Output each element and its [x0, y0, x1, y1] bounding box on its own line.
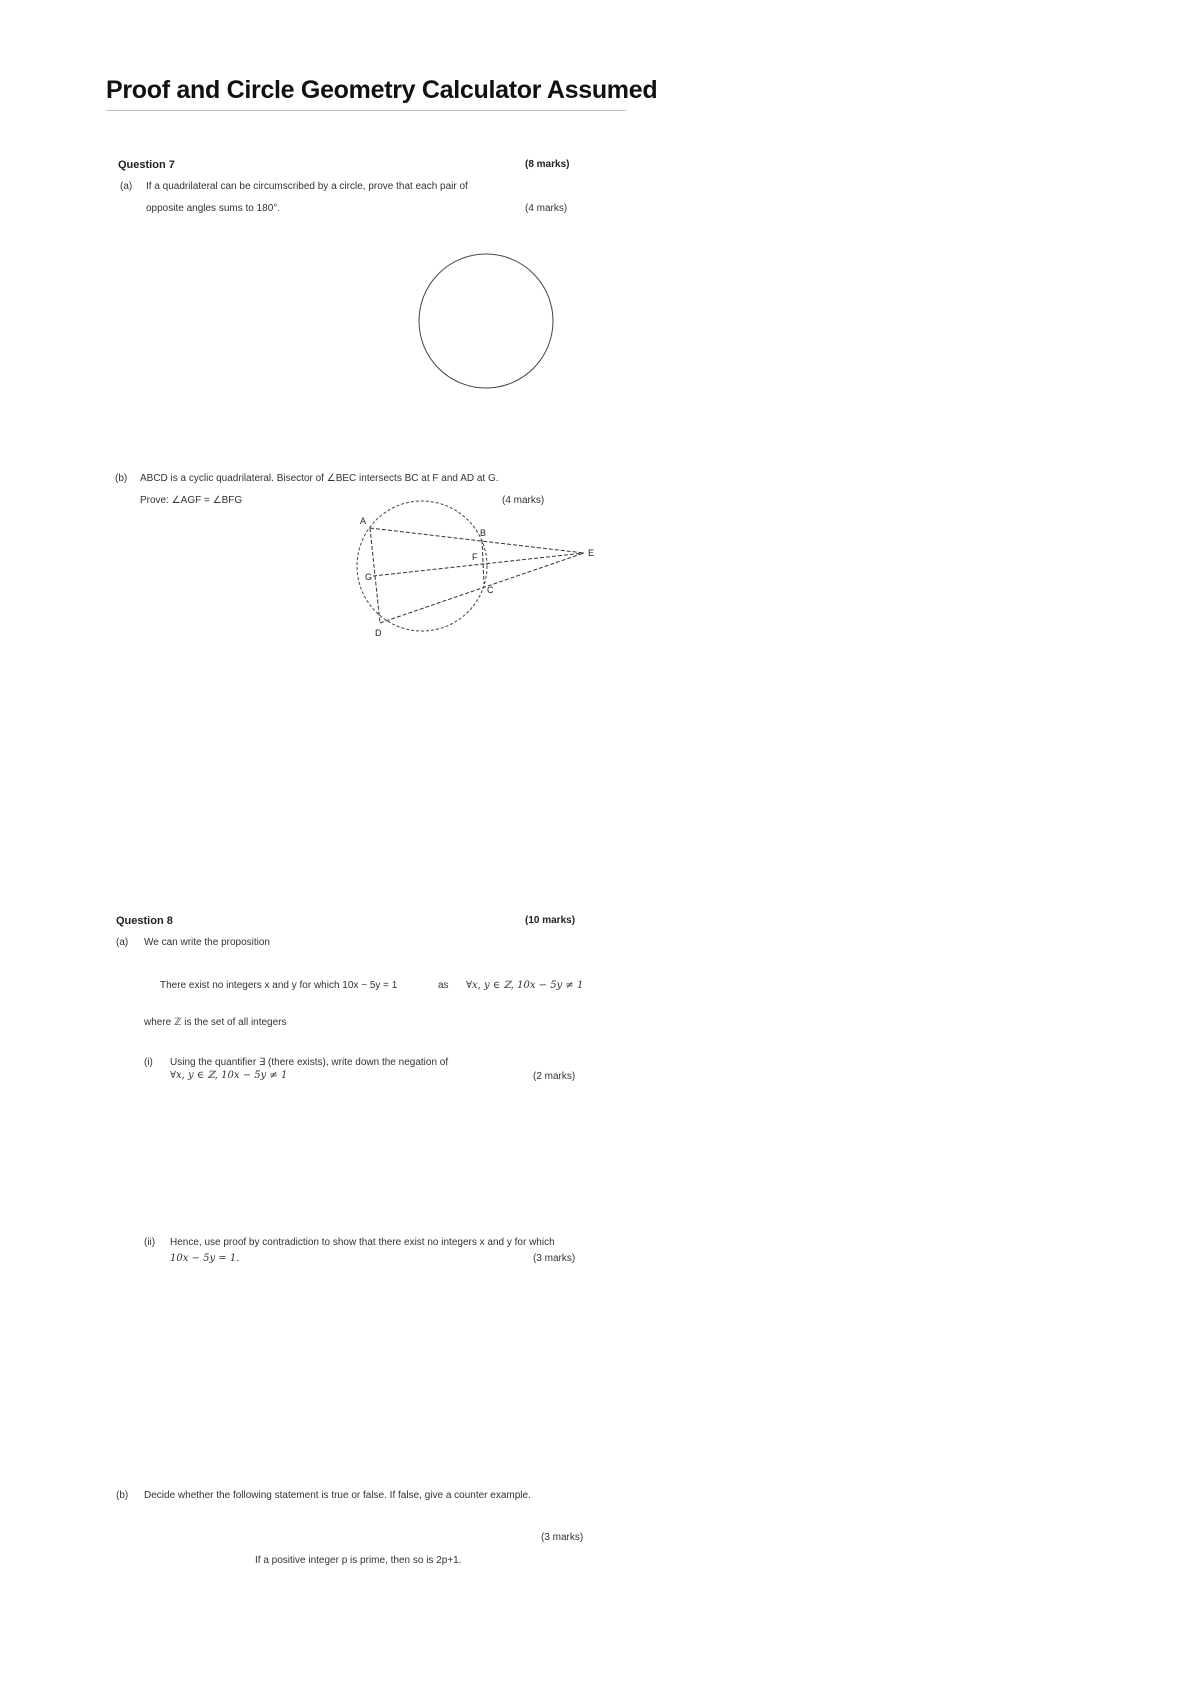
page-title: Proof and Circle Geometry Calculator Assumed: [106, 76, 658, 104]
q7a-label: (a): [120, 181, 133, 192]
line-GE: [373, 553, 584, 576]
q7b-marks: (4 marks): [502, 495, 545, 506]
label-E: E: [588, 548, 595, 558]
q7b-cyclic-quadrilateral-diagram: [350, 498, 600, 638]
q8aii-text-line2: 10x − 5y = 1.: [170, 1253, 240, 1264]
label-G: G: [365, 572, 373, 582]
q8ai-text-line1: Using the quantifier ∃ (there exists), write down the negation of: [170, 1057, 449, 1068]
label-F: F: [472, 552, 478, 562]
q7a-circle-diagram: [412, 248, 562, 394]
q8a-as: as: [438, 980, 449, 991]
q7a-text-line1: If a quadrilateral can be circumscribed by a circle, prove that each pair of: [146, 181, 468, 192]
q8a-formal-statement: ∀x, y ∈ ℤ, 10x − 5y ≠ 1: [466, 980, 584, 991]
line-DE: [380, 553, 584, 623]
q8b-text: Decide whether the following statement is true or false. If false, give a counter example.: [144, 1490, 531, 1501]
q8a-proposition: There exist no integers x and y for which 10x − 5y = 1: [160, 980, 398, 991]
q8ai-text-line2: ∀x, y ∈ ℤ, 10x − 5y ≠ 1: [170, 1070, 288, 1081]
q8-marks: (10 marks): [525, 915, 576, 926]
q8b-statement: If a positive integer p is prime, then so is 2p+1.: [255, 1555, 462, 1566]
q7b-label: (b): [115, 473, 128, 484]
q8b-label: (b): [116, 1490, 129, 1501]
q7b-text-line2: Prove: ∠AGF = ∠BFG: [140, 495, 243, 506]
circle: [357, 501, 487, 631]
q8a-where-text: where ℤ is the set of all integers: [144, 1017, 287, 1028]
q8aii-label: (ii): [144, 1237, 156, 1248]
q8b-marks: (3 marks): [541, 1532, 584, 1543]
q7-marks: (8 marks): [525, 159, 570, 170]
q8-heading: Question 8: [116, 915, 173, 927]
q8a-label: (a): [116, 937, 129, 948]
q8aii-marks: (3 marks): [533, 1253, 576, 1264]
q7a-text-line2: opposite angles sums to 180°.: [146, 203, 281, 214]
q8a-intro: We can write the proposition: [144, 937, 270, 948]
title-underline: [106, 110, 626, 111]
q8ai-marks: (2 marks): [533, 1071, 576, 1082]
q8aii-text-line1: Hence, use proof by contradiction to show that there exist no integers x and y for which: [170, 1237, 555, 1248]
q7a-marks: (4 marks): [525, 203, 568, 214]
label-C: C: [487, 585, 494, 595]
q7b-text-line1: ABCD is a cyclic quadrilateral. Bisector of ∠BEC intersects BC at F and AD at G.: [140, 473, 499, 484]
label-A: A: [360, 516, 367, 526]
label-D: D: [375, 628, 382, 638]
label-B: B: [480, 528, 487, 538]
q8ai-label: (i): [144, 1057, 153, 1068]
circle: [419, 254, 553, 388]
q7-heading: Question 7: [118, 159, 175, 171]
